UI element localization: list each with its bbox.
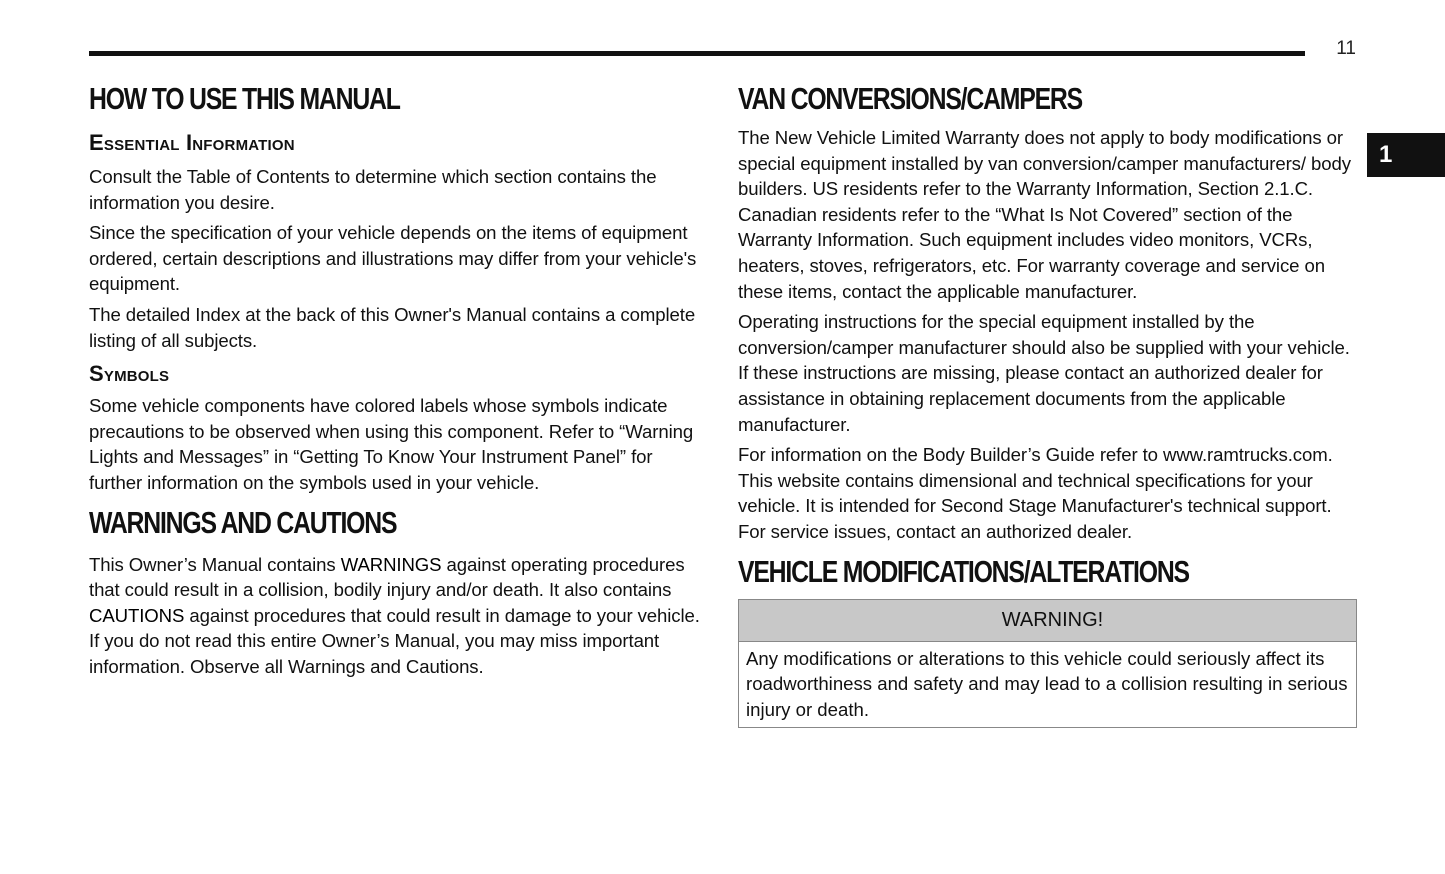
warnings-section [89, 504, 707, 680]
how-to-use-section [89, 80, 707, 496]
essential-paragraph-1: Consult the Table of Contents to determine which section contains the information you desire. [89, 166, 657, 213]
warning-label: WARNING! [739, 600, 1356, 642]
right-column [738, 80, 1358, 728]
van-paragraph-3: For information on the Body Builder’s Guide refer to www.ramtrucks.com. This website contains dimensional and technical specifications for your vehicle. It is intended for Second Stage Manufacturer's technical support. For service issues, contact an authorized dealer. [738, 444, 1333, 542]
warnings-text-1: This Owner’s Manual contains [89, 553, 341, 575]
van-conversions-title: VAN CONVERSIONS/CAMPERS [738, 81, 1082, 116]
essential-paragraph-3: The detailed Index at the back of this Owner's Manual contains a complete listing of all subjects. [89, 303, 696, 351]
warnings-title: WARNINGS AND CAUTIONS [89, 504, 397, 540]
cautions-keyword: CAUTIONS [89, 604, 185, 626]
warning-box [738, 599, 1357, 729]
page-number: 11 [1336, 38, 1356, 59]
van-paragraph-1: The New Vehicle Limited Warranty does not apply to body modifications or special equipment installed by van conversion/camper manufacturers/ body builders. US residents refer to the Warranty Information, Section 2.1.C. Canadian residents refer to the “What Is Not Covered” section of the Warranty Information. Such equipment includes video monitors, VCRs, heaters, stoves, refrigerators, etc. For warranty coverage and service on these items, contact the applicable manufacturer. [738, 127, 1351, 302]
left-column [89, 80, 707, 685]
symbols-heading: Symbols [89, 361, 170, 387]
warnings-paragraph [89, 552, 707, 680]
symbols-paragraph: Some vehicle components have colored labels whose symbols indicate precautions to be observed when using this component. Refer to “Warning Lights and Messages” in “Getting To Know Your Instrument Panel” for further information on the symbols used in your vehicle. [89, 395, 694, 493]
how-to-use-title: HOW TO USE THIS MANUAL [89, 81, 400, 116]
modifications-section [738, 553, 1358, 729]
header-rule [89, 51, 1305, 56]
essential-paragraph-2: Since the specification of your vehicle depends on the items of equipment ordered, certain descriptions and illustrations may differ from your vehicle's equipment. [89, 222, 697, 295]
modifications-title: VEHICLE MODIFICATIONS/ALTERATIONS [738, 553, 1189, 589]
warning-text: Any modifications or alterations to this vehicle could seriously affect its roadworthiness and safety and may lead to a collision resulting in serious injury or death. [746, 647, 1348, 720]
warnings-keyword: WARNINGS [340, 553, 442, 575]
van-paragraph-2: Operating instructions for the special equipment installed by the conversion/camper manufacturer should also be supplied with your vehicle. If these instructions are missing, please contact an authorized dealer for assistance in obtaining replacement documents from the applicable manufacturer. [738, 311, 1350, 435]
warnings-text-2: against operating procedures that could result in a collision, bodily injury and/or death. It also contains [89, 553, 685, 601]
chapter-tab: 1 [1367, 133, 1445, 177]
essential-info-heading: Essential Information [89, 130, 295, 155]
van-conversions-section [738, 80, 1358, 545]
warnings-text-3: against procedures that could result in damage to your vehicle. If you do not read this entire Owner’s Manual, you may miss important information. Observe all Warnings and Cautions. [89, 604, 700, 677]
